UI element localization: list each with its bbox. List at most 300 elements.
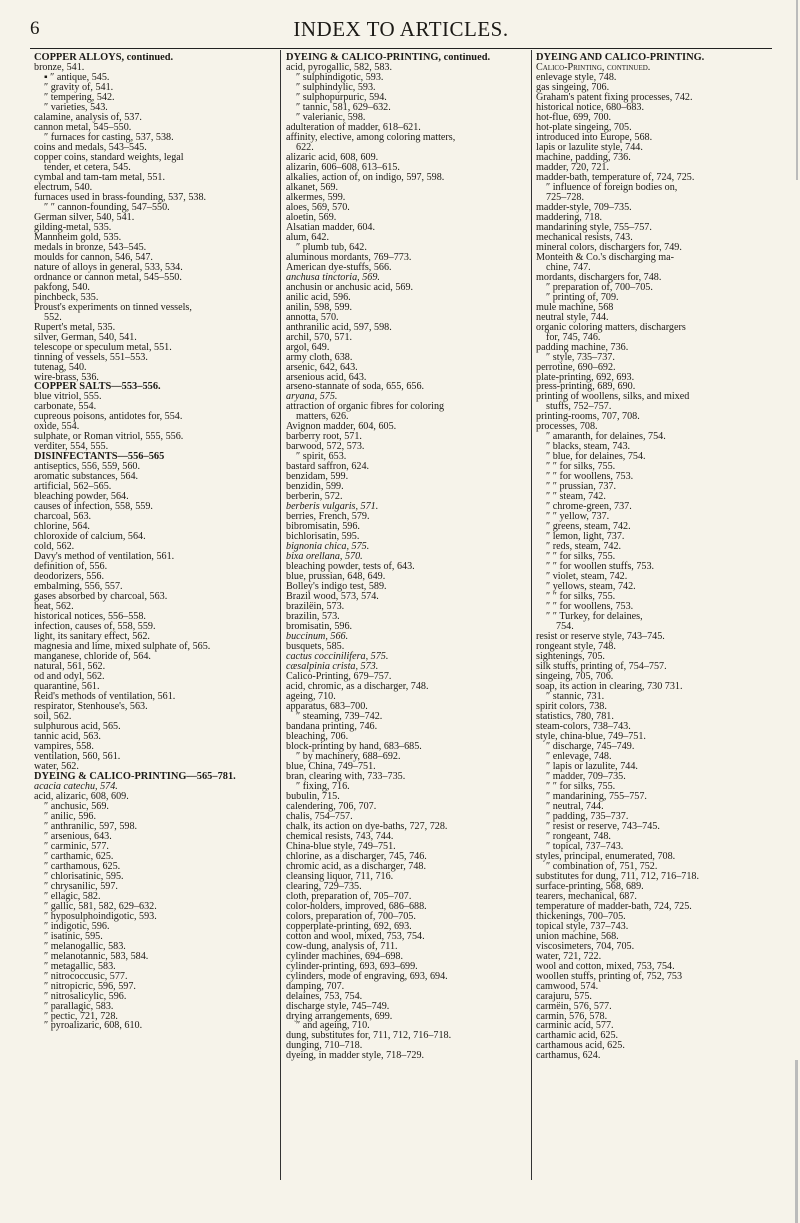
index-entry: ″ tempering, 542.: [44, 91, 115, 103]
index-entry: thickenings, 700–705.: [536, 910, 626, 922]
index-entry: chalis, 754–757.: [286, 810, 353, 822]
index-heading: DYEING & CALICO-PRINTING, continued.: [286, 53, 491, 63]
index-entry: anchusin or anchusic acid, 569.: [286, 281, 414, 293]
index-entry: Rupert's metal, 535.: [34, 321, 116, 333]
index-entry: manganese, chloride of, 564.: [34, 651, 151, 663]
index-entry: oxide, 554.: [34, 421, 80, 433]
index-entry: lapis or lazulite style, 744.: [536, 141, 643, 153]
index-entry: pinchbeck, 535.: [34, 291, 99, 303]
index-entry: organic coloring matters, dischargers: [536, 321, 686, 333]
index-entry: printing of woollens, silks, and mixed: [536, 391, 690, 403]
index-entry: anchusa tinctoria, 569.: [286, 271, 380, 283]
index-entry: ″ furnaces for casting, 537, 538.: [44, 131, 174, 143]
index-entry: telescope or speculum metal, 551.: [34, 341, 172, 353]
index-entry: brazilin, 573.: [286, 611, 340, 623]
index-entry: cannon metal, 545–550.: [34, 121, 132, 133]
index-entry: bubulin, 715.: [286, 790, 340, 802]
index-entry: cold, 562.: [34, 541, 75, 553]
index-entry: blue vitriol, 555.: [34, 391, 102, 403]
index-entry: wool and cotton, mixed, 753, 754.: [536, 960, 675, 972]
index-entry: ″ carthamous, 625.: [44, 860, 121, 872]
index-entry: carmëin, 576, 577.: [536, 1000, 612, 1012]
index-entry: spirit colors, 738.: [536, 700, 607, 712]
index-entry: camwood, 574.: [536, 980, 599, 992]
index-entry: ″ ellagic, 582.: [44, 890, 101, 902]
index-entry: ″ ″ Turkey, for delaines,: [546, 611, 643, 623]
index-entry: ″ indigotic, 596.: [44, 920, 110, 932]
index-entry: printing-rooms, 707, 708.: [536, 411, 640, 423]
index-entry: annotta, 570.: [286, 311, 339, 323]
index-entry: ″ by machinery, 688–692.: [296, 750, 401, 762]
index-entry: ″ preparation of, 700–705.: [546, 281, 653, 293]
index-heading: DISINFECTANTS—556–565: [34, 451, 165, 463]
index-entry: 552.: [44, 311, 62, 323]
index-entry: quarantine, 561.: [34, 681, 100, 693]
index-entry: perrotine, 690–692.: [536, 361, 616, 373]
index-entry: natural, 561, 562.: [34, 661, 106, 673]
index-entry: cactus cocciniliferа, 575.: [286, 651, 389, 663]
index-entry: dyeing, in madder style, 718–729.: [286, 1050, 425, 1062]
page-number: 6: [30, 18, 40, 39]
index-entry: color-holders, improved, 686–688.: [286, 900, 427, 912]
index-entry: ″ chrome-green, 737.: [546, 501, 632, 513]
index-entry: bran, clearing with, 733–735.: [286, 770, 406, 782]
index-entry: Monteith & Co.'s discharging ma-: [536, 251, 675, 263]
index-entry: ″ steaming, 739–742.: [296, 710, 383, 722]
index-entry: ″ carthamic, 625.: [44, 850, 114, 862]
index-entry: chalk, its action on dye-baths, 727, 728.: [286, 820, 448, 832]
index-entry: mordants, dischargers for, 748.: [536, 271, 662, 283]
index-entry: calamine, analysis of, 537.: [34, 111, 142, 123]
index-entry: ″ isatinic, 595.: [44, 930, 103, 942]
index-entry: alizarin, 606–608, 613–615.: [286, 161, 400, 173]
index-entry: acacia catechu, 574.: [34, 780, 118, 792]
index-entry: ″ enlevage, 748.: [546, 750, 612, 762]
index-entry: discharge style, 745–749.: [286, 1000, 390, 1012]
index-entry: ″ greens, steam, 742.: [546, 521, 631, 533]
index-entry: madder-style, 709–735.: [536, 201, 632, 213]
index-entry: berberin, 572.: [286, 491, 343, 503]
index-entry: tender, et cetera, 545.: [44, 161, 131, 173]
index-entry: busquets, 585.: [286, 641, 345, 653]
index-entry: buccinum, 566.: [286, 631, 349, 643]
index-entry: adulteration of madder, 618–621.: [286, 121, 421, 133]
index-entry: artificial, 562–565.: [34, 481, 112, 493]
index-entry: bignonia chica, 575.: [286, 541, 370, 553]
index-entry: viscosimeters, 704, 705.: [536, 940, 635, 952]
index-entry: ″ reds, steam, 742.: [546, 541, 622, 553]
index-heading: COPPER SALTS—553–556.: [34, 381, 161, 393]
index-entry: cotton and wool, mixed, 753, 754.: [286, 930, 425, 942]
index-entry: ″ ″ yellow, 737.: [546, 511, 610, 523]
index-entry: ″ resist or reserve, 743–745.: [546, 820, 660, 832]
index-entry: silver, German, 540, 541.: [34, 331, 137, 343]
index-entry: surface-printing, 568, 689.: [536, 880, 644, 892]
index-entry: ″ influence of foreign bodies on,: [546, 181, 678, 193]
index-entry: tinning of vessels, 551–553.: [34, 351, 148, 363]
index-column-2: [286, 53, 530, 1178]
index-entry: gases absorbed by charcoal, 563.: [34, 591, 168, 603]
index-entry: mule machine, 568: [536, 301, 614, 313]
index-entry: nature of alloys in general, 533, 534.: [34, 261, 183, 273]
index-entry: aromatic substances, 564.: [34, 471, 139, 483]
index-entry: aryana, 575.: [286, 391, 338, 403]
index-entry: chlorine, as a discharger, 745, 746.: [286, 850, 427, 862]
index-entry: ″ and ageing, 710.: [296, 1020, 370, 1032]
index-entry: alum, 642.: [286, 231, 330, 243]
index-entry: ″ ″ for woollens, 753.: [546, 601, 634, 613]
index-entry: charcoal, 563.: [34, 511, 92, 523]
index-entry: ″ metagallic, 583.: [44, 960, 116, 972]
index-entry: padding machine, 736.: [536, 341, 629, 353]
index-entry: Proust's experiments on tinned vessels,: [34, 301, 192, 313]
index-entry: ″ style, 735–737.: [546, 351, 615, 363]
index-entry: matters, 626.: [296, 411, 349, 423]
index-entry: ▪ ″ antique, 545.: [44, 71, 110, 83]
index-entry: press-printing, 689, 690.: [536, 381, 636, 393]
index-entry: archil, 570, 571.: [286, 331, 353, 343]
index-entry: ventilation, 560, 561.: [34, 750, 121, 762]
index-entry: topical style, 737–743.: [536, 920, 629, 932]
index-entry: anilin, 598, 599.: [286, 301, 353, 313]
index-entry: bibromisatin, 596.: [286, 521, 360, 533]
index-entry: ″ sulphindylic, 593.: [296, 81, 376, 93]
page-edge: [796, 0, 798, 180]
index-entry: acid, alizaric, 608, 609.: [34, 790, 129, 802]
index-entry: ″ gallic, 581, 582, 629–632.: [44, 900, 157, 912]
index-entry: ″ sulphindigotic, 593.: [296, 71, 384, 83]
index-entry: maddering, 718.: [536, 211, 603, 223]
index-entry: sightenings, 705.: [536, 651, 605, 663]
index-entry: ″ mandarining, 755–757.: [546, 790, 647, 802]
index-entry: water, 562.: [34, 760, 79, 772]
index-entry: hot-plate singeing, 705.: [536, 121, 632, 133]
index-entry: light, its sanitary effect, 562.: [34, 631, 150, 643]
index-columns: [34, 53, 774, 1178]
index-entry: cloth, preparation of, 705–707.: [286, 890, 412, 902]
index-entry: ″ ″ for woollens, 753.: [546, 471, 634, 483]
index-entry: causes of infection, 558, 559.: [34, 501, 153, 513]
index-entry: carajuru, 575.: [536, 990, 592, 1002]
index-entry: bromisatin, 596.: [286, 621, 353, 633]
index-entry: ″ topical, 737–743.: [546, 840, 624, 852]
index-entry: pakfong, 540.: [34, 281, 90, 293]
index-entry: apparatus, 683–700.: [286, 700, 368, 712]
index-entry: ″ melanotannic, 583, 584.: [44, 950, 149, 962]
index-entry: calendering, 706, 707.: [286, 800, 377, 812]
index-entry: Davy's method of ventilation, 561.: [34, 551, 175, 563]
index-entry: statistics, 780, 781.: [536, 710, 614, 722]
index-entry: ″ chlorisatinic, 595.: [44, 870, 124, 882]
running-title: INDEX TO ARTICLES.: [293, 17, 509, 41]
index-entry: ″ ″ steam, 742.: [546, 491, 606, 503]
index-entry: introduced into Europe, 568.: [536, 131, 653, 143]
index-entry: processes, 708.: [536, 421, 598, 433]
index-entry: coins and medals, 543–545.: [34, 141, 147, 153]
index-entry: arseno-stannate of soda, 655, 656.: [286, 381, 425, 393]
index-entry: cylinder-printing, 693, 693–699.: [286, 960, 418, 972]
index-entry: acid, pyrogallic, 582, 583.: [286, 61, 393, 73]
index-entry: ″ nitrosalicylic, 596.: [44, 990, 127, 1002]
index-entry: ″ violet, steam, 742.: [546, 571, 628, 583]
index-entry: respirator, Stenhouse's, 563.: [34, 700, 148, 712]
index-entry: American dye-stuffs, 566.: [286, 261, 392, 273]
index-column-3: [536, 53, 774, 1178]
index-entry: sulphurous acid, 565.: [34, 720, 121, 732]
index-entry: bastard saffron, 624.: [286, 461, 370, 473]
index-entry: chemical resists, 743, 744.: [286, 830, 394, 842]
index-entry: chromic acid, as a discharger, 748.: [286, 860, 426, 872]
index-entry: ″ tannic, 581, 629–632.: [296, 101, 391, 113]
index-entry: barberry root, 571.: [286, 431, 362, 443]
index-entry: Brazil wood, 573, 574.: [286, 591, 379, 603]
index-entry: ordnance or cannon metal, 545–550.: [34, 271, 182, 283]
index-entry: vampires, 558.: [34, 740, 94, 752]
index-entry: bleaching, 706.: [286, 730, 349, 742]
index-column-1: [34, 53, 278, 1178]
index-entry: ″ blue, for delaines, 754.: [546, 451, 646, 463]
index-entry: ″ ″ for silks, 755.: [546, 551, 616, 563]
index-entry: carthamous acid, 625.: [536, 1040, 625, 1052]
index-entry: berberis vulgaris, 571.: [286, 501, 379, 513]
index-entry: tannic acid, 563.: [34, 730, 101, 742]
index-entry: carminic acid, 577.: [536, 1020, 614, 1032]
index-entry: singeing, 705, 706.: [536, 671, 614, 683]
index-entry: tutenag, 540.: [34, 361, 87, 373]
index-entry: cymbal and tam-tam metal, 551.: [34, 171, 166, 183]
page-edge: [795, 1060, 798, 1223]
index-entry: ″ pyroalizaric, 608, 610.: [44, 1020, 143, 1032]
index-entry: alkanet, 569.: [286, 181, 339, 193]
index-entry: woollen stuffs, printing of, 752, 753: [536, 970, 683, 982]
index-entry: ″ sulphopurpuric, 594.: [296, 91, 387, 103]
index-entry: madder-bath, temperature of, 724, 725.: [536, 171, 695, 183]
index-entry: 754.: [556, 621, 574, 633]
index-entry: Bolley's indigo test, 589.: [286, 581, 387, 593]
index-entry: ″ arsenious, 643.: [44, 830, 112, 842]
index-entry: arsenic, 642, 643.: [286, 361, 358, 373]
index-entry: copperplate-printing, 692, 693.: [286, 920, 412, 932]
index-entry: ″ blacks, steam, 743.: [546, 441, 631, 453]
index-heading: DYEING & CALICO-PRINTING—565–781.: [34, 770, 236, 782]
index-entry: 725–728.: [546, 191, 584, 203]
index-entry: gilding-metal, 535.: [34, 221, 112, 233]
index-entry: benzidam, 599.: [286, 471, 349, 483]
index-entry: bleaching powder, 564.: [34, 491, 129, 503]
index-entry: cylinder machines, 694–698.: [286, 950, 403, 962]
index-entry: resist or reserve style, 743–745.: [536, 631, 665, 643]
index-entry: ″ parallagic, 583.: [44, 1000, 114, 1012]
index-entry: chine, 747.: [546, 261, 591, 273]
index-entry: acid, chromic, as a discharger, 748.: [286, 681, 429, 693]
index-entry: copper coins, standard weights, legal: [34, 151, 184, 163]
index-entry: barwood, 572, 573.: [286, 441, 365, 453]
index-entry: affinity, elective, among coloring matters,: [286, 131, 456, 143]
index-entry: clearing, 729–735.: [286, 880, 362, 892]
index-entry: water, 721, 722.: [536, 950, 602, 962]
index-entry: dunging, 710–718.: [286, 1040, 363, 1052]
index-entry: ″ hyposulphoindigotic, 593.: [44, 910, 157, 922]
index-entry: tearers, mechanical, 687.: [536, 890, 637, 902]
index-entry: ageing, 710.: [286, 691, 336, 702]
index-entry: ″ ″ for silks, 755.: [546, 780, 616, 792]
index-entry: ″ valerianic, 598.: [296, 111, 366, 123]
index-entry: styles, principal, enumerated, 708.: [536, 850, 676, 862]
index-entry: ″ yellows, steam, 742.: [546, 581, 636, 593]
index-entry: hot-flue, 699, 700.: [536, 111, 612, 123]
index-entry: ″ neutral, 744.: [546, 800, 604, 812]
index-entry: benzidin, 599.: [286, 481, 344, 493]
index-entry: ″ ″ for silks, 755.: [546, 591, 616, 603]
index-entry: delaines, 753, 754.: [286, 990, 363, 1002]
index-entry: ″ combination of, 751, 752.: [546, 860, 658, 872]
index-entry: ″ discharge, 745–749.: [546, 740, 635, 752]
index-entry: ″ lemon, light, 737.: [546, 531, 625, 543]
index-entry: ″ ″ prussian, 737.: [546, 481, 617, 493]
index-entry: mechanical resists, 743.: [536, 231, 633, 243]
index-entry: aloes, 569, 570.: [286, 201, 350, 213]
index-entry: union machine, 568.: [536, 930, 619, 942]
index-entry: rongeant style, 748.: [536, 641, 616, 653]
index-entry: berries, French, 579.: [286, 511, 370, 523]
index-entry: electrum, 540.: [34, 181, 93, 193]
index-entry: ″ melanogallic, 583.: [44, 940, 126, 952]
index-entry: chlorine, 564.: [34, 521, 90, 533]
page-header: [30, 14, 772, 44]
index-entry: historical notices, 556–558.: [34, 611, 146, 623]
index-entry: moulds for cannon, 546, 547.: [34, 251, 153, 263]
index-entry: bandana printing, 746.: [286, 720, 378, 732]
index-entry: block-printing by hand, 683–685.: [286, 740, 422, 752]
header-rule: [30, 48, 772, 49]
index-entry: stuffs, 752–757.: [546, 401, 612, 413]
index-entry: bronze, 541.: [34, 61, 85, 73]
index-entry: brazilëin, 573.: [286, 601, 345, 613]
index-entry: chloroxide of calcium, 564.: [34, 531, 146, 543]
index-entry: carbonate, 554.: [34, 401, 97, 413]
index-entry: cylinders, mode of engraving, 693, 694.: [286, 970, 448, 982]
index-entry: ″ pectic, 721, 728.: [44, 1010, 118, 1022]
index-entry: bichlorisatin, 595.: [286, 531, 360, 543]
index-entry: ″ ″ for silks, 755.: [546, 461, 616, 473]
index-entry: arsenious acid, 643.: [286, 371, 367, 383]
index-entry: aloetin, 569.: [286, 211, 337, 223]
index-heading: DYEING AND CALICO-PRINTING.: [536, 53, 705, 63]
index-entry: style, china-blue, 749–751.: [536, 730, 646, 742]
index-entry: bixa orellana, 570.: [286, 551, 363, 563]
index-entry: enlevage style, 748.: [536, 71, 617, 83]
index-entry: for, 745, 746.: [546, 331, 601, 343]
index-entry: soap, its action in clearing, 730 731.: [536, 681, 683, 693]
index-entry: attraction of organic fibres for coloring: [286, 401, 445, 413]
index-entry: ″ plumb tub, 642.: [296, 241, 367, 253]
index-entry: ″ carminic, 577.: [44, 840, 109, 852]
index-entry: Avignon madder, 604, 605.: [286, 421, 397, 433]
index-entry: Alsatian madder, 604.: [286, 221, 376, 233]
index-entry: mandarining style, 755–757.: [536, 221, 652, 233]
index-entry: argol, 649.: [286, 341, 330, 353]
index-entry: Calico-Printing, 679–757.: [286, 671, 392, 683]
index-entry: dung, substitutes for, 711, 712, 716–718.: [286, 1030, 452, 1042]
index-entry: cleansing liquor, 711, 716.: [286, 870, 394, 882]
index-entry: ″ nitrococcusic, 577.: [44, 970, 128, 982]
index-entry: wire-brass, 536.: [34, 371, 99, 383]
index-entry: ″ amaranth, for delaines, 754.: [546, 431, 666, 443]
index-entry: medals in bronze, 543–545.: [34, 241, 147, 253]
index-entry: cæsalpinia crista, 573.: [286, 661, 379, 673]
index-entry: ″ stannic, 731.: [546, 691, 605, 702]
index-entry: ″ anilic, 596.: [44, 810, 97, 822]
index-entry: German silver, 540, 541.: [34, 211, 135, 223]
index-entry: ″ gravity of, 541.: [44, 81, 114, 93]
index-entry: army cloth, 638.: [286, 351, 353, 363]
index-entry: damping, 707.: [286, 980, 345, 992]
index-entry: 622.: [296, 141, 314, 153]
index-entry: ″ madder, 709–735.: [546, 770, 626, 782]
index-entry: silk stuffs, printing of, 754–757.: [536, 661, 667, 673]
index-entry: Mannheim gold, 535.: [34, 231, 122, 243]
index-entry: anthranilic acid, 597, 598.: [286, 321, 392, 333]
index-entry: carthamus, 624.: [536, 1050, 601, 1062]
index-entry: ″ anthranilic, 597, 598.: [44, 820, 138, 832]
index-entry: mineral colors, dischargers for, 749.: [536, 241, 682, 253]
index-entry: steam-colors, 738–743.: [536, 720, 631, 732]
index-entry: blue, prussian, 648, 649.: [286, 571, 386, 583]
index-entry: China-blue style, 749–751.: [286, 840, 396, 852]
index-entry: carthamic acid, 625.: [536, 1030, 619, 1042]
index-entry: cupreous poisons, antidotes for, 554.: [34, 411, 183, 423]
index-entry: plate-printing, 692, 693.: [536, 371, 635, 383]
index-entry: ″ fixing, 716.: [296, 780, 350, 792]
index-entry: infection, causes of, 558, 559.: [34, 621, 156, 633]
index-entry: sulphate, or Roman vitriol, 555, 556.: [34, 431, 184, 443]
index-entry: anilic acid, 596.: [286, 291, 351, 303]
index-entry: Graham's patent fixing processes, 742.: [536, 91, 693, 103]
index-entry: ″ ″ for woollen stuffs, 753.: [546, 561, 655, 573]
index-entry: alkermes, 599.: [286, 191, 346, 203]
index-heading: COPPER ALLOYS, continued.: [34, 53, 174, 63]
index-entry: Reid's methods of ventilation, 561.: [34, 691, 176, 702]
index-entry: definition of, 556.: [34, 561, 108, 573]
index-entry: ″ varieties, 543.: [44, 101, 108, 113]
index-entry: ″ lapis or lazulite, 744.: [546, 760, 638, 772]
index-entry: ″ padding, 735–737.: [546, 810, 629, 822]
index-entry: ″ anchusic, 569.: [44, 800, 109, 812]
index-entry: heat, 562.: [34, 601, 74, 613]
index-entry: temperature of madder-bath, 724, 725.: [536, 900, 692, 912]
index-entry: furnaces used in brass-founding, 537, 538.: [34, 191, 207, 203]
index-entry: soil, 562.: [34, 710, 72, 722]
index-entry: ″ printing of, 709.: [546, 291, 619, 303]
index-entry: Calico-Printing, continued.: [536, 61, 651, 73]
index-entry: ″ spirit, 653.: [296, 451, 347, 463]
index-entry: antiseptics, 556, 559, 560.: [34, 461, 141, 473]
index-entry: alizaric acid, 608, 609.: [286, 151, 379, 163]
index-entry: machine, padding, 736.: [536, 151, 631, 163]
index-entry: ″ chrysanilic, 597.: [44, 880, 118, 892]
index-entry: aluminous mordants, 769–773.: [286, 251, 412, 263]
index-entry: embalming, 556, 557.: [34, 581, 123, 593]
index-entry: bleaching powder, tests of, 643.: [286, 561, 415, 573]
index-entry: madder, 720, 721.: [536, 161, 609, 173]
index-entry: od and odyl, 562.: [34, 671, 105, 683]
index-entry: deodorizers, 556.: [34, 571, 105, 583]
index-entry: gas singeing, 706.: [536, 81, 610, 93]
index-entry: cow-dung, analysis of, 711.: [286, 940, 398, 952]
index-entry: blue, China, 749–751.: [286, 760, 376, 772]
index-entry: drying arrangements, 699.: [286, 1010, 393, 1022]
index-entry: neutral style, 744.: [536, 311, 609, 323]
